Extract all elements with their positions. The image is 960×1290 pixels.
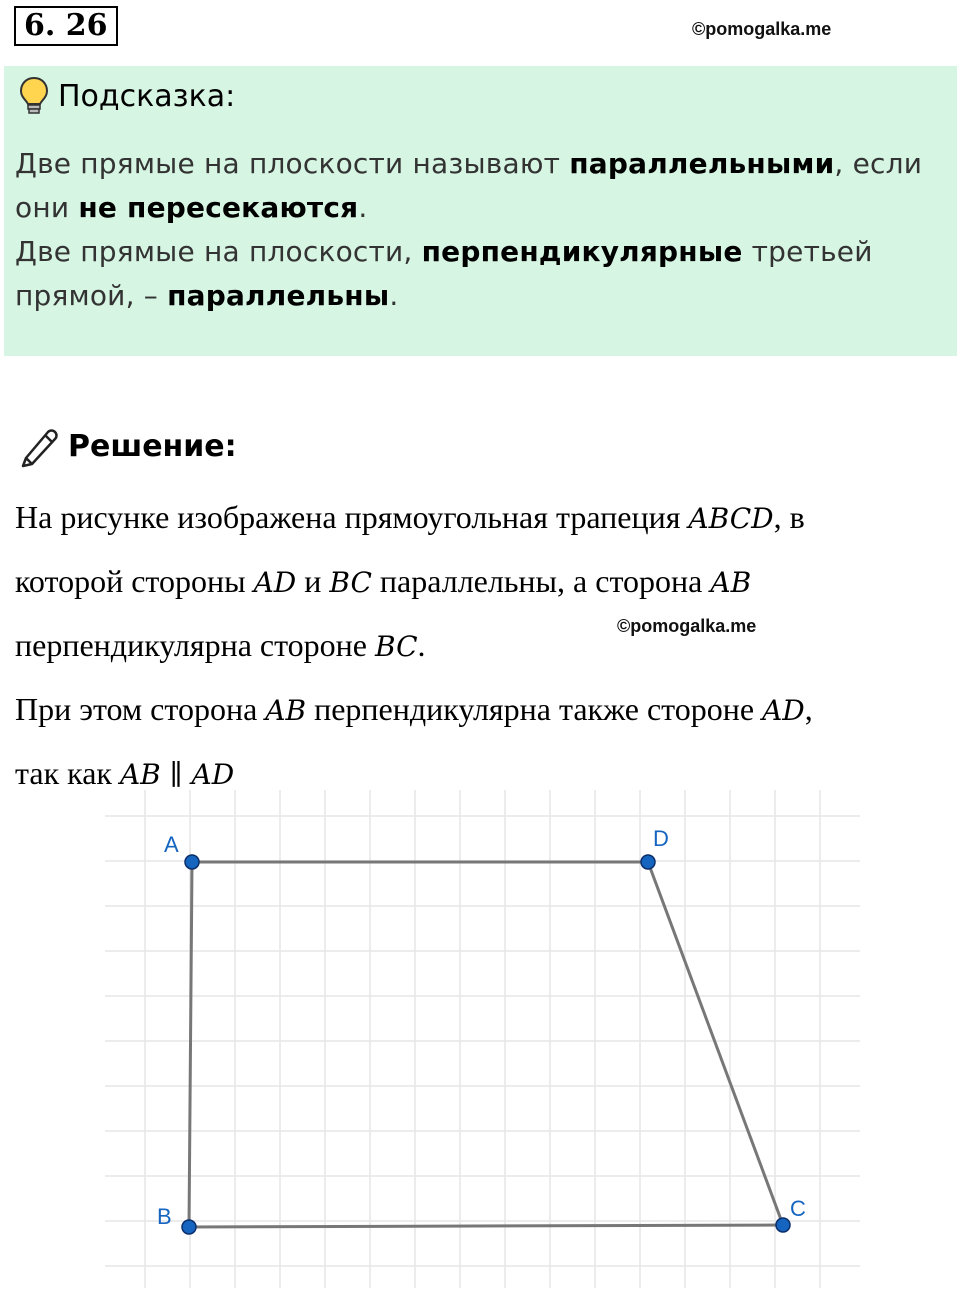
hint-text-part: , если — [834, 147, 923, 180]
segment-bc — [189, 1225, 783, 1227]
hint-emphasis: перпендикулярные — [421, 235, 743, 268]
grid — [105, 790, 860, 1288]
solution-text-part: перпендикулярна стороне — [15, 627, 375, 663]
trapezoid-figure — [100, 790, 870, 1290]
solution-text-part: , — [804, 691, 813, 727]
solution-text-part: и — [296, 563, 330, 599]
math-expression: BC — [374, 630, 418, 663]
solution-text — [15, 486, 945, 806]
label-b: B — [157, 1204, 172, 1229]
point-d — [641, 855, 655, 869]
hint-emphasis: параллельны — [167, 279, 390, 312]
math-expression: AB — [710, 566, 752, 599]
hint-text-part: . — [389, 279, 399, 312]
watermark: ©pomogalka.me — [692, 19, 832, 39]
hint-header — [18, 76, 235, 116]
math-expression: ABCD — [688, 502, 774, 535]
solution-text-part: На рисунке изображена прямоугольная трапеция — [15, 499, 689, 535]
point-a — [185, 855, 199, 869]
solution-text-part: которой стороны — [15, 563, 254, 599]
solution-title: Решение: — [68, 428, 237, 464]
math-expression: AB — [265, 694, 307, 727]
exercise-number: 6. 26 — [14, 6, 118, 46]
hint-text — [15, 142, 935, 318]
math-expression: AD — [762, 694, 805, 727]
hint-title: Подсказка: — [58, 78, 236, 114]
label-c: C — [790, 1196, 806, 1221]
point-b — [182, 1220, 196, 1234]
hint-text-part: Две прямые на плоскости, — [15, 235, 422, 268]
math-expression: AD — [253, 566, 297, 599]
solution-text-part: перпендикулярна также стороне — [306, 691, 763, 727]
hint-text-part: прямой, – — [15, 279, 168, 312]
solution-text-part: . — [417, 627, 426, 663]
pencil-icon — [18, 424, 62, 468]
hint-text-part: они — [15, 191, 79, 224]
solution-text-part: При этом сторона — [15, 691, 266, 727]
hint-text-part: . — [358, 191, 368, 224]
segment-dc — [648, 862, 783, 1225]
math-expression: AB ∥ AD — [119, 758, 235, 791]
solution-header — [18, 424, 237, 468]
label-a: A — [164, 832, 179, 857]
hint-text-part: Две прямые на плоскости называют — [15, 147, 570, 180]
hint-emphasis: не пересекаются — [78, 191, 359, 224]
watermark: ©pomogalka.me — [617, 616, 757, 636]
lightbulb-icon — [18, 76, 50, 116]
label-d: D — [653, 826, 669, 851]
solution-text-part: так как — [15, 755, 120, 791]
hint-emphasis: параллельными — [569, 147, 835, 180]
solution-text-part: параллельны, а сторона — [371, 563, 711, 599]
point-c — [776, 1218, 790, 1232]
hint-text-part: третьей — [742, 235, 873, 268]
math-expression: BC — [329, 566, 372, 599]
solution-text-part: , в — [773, 499, 805, 535]
